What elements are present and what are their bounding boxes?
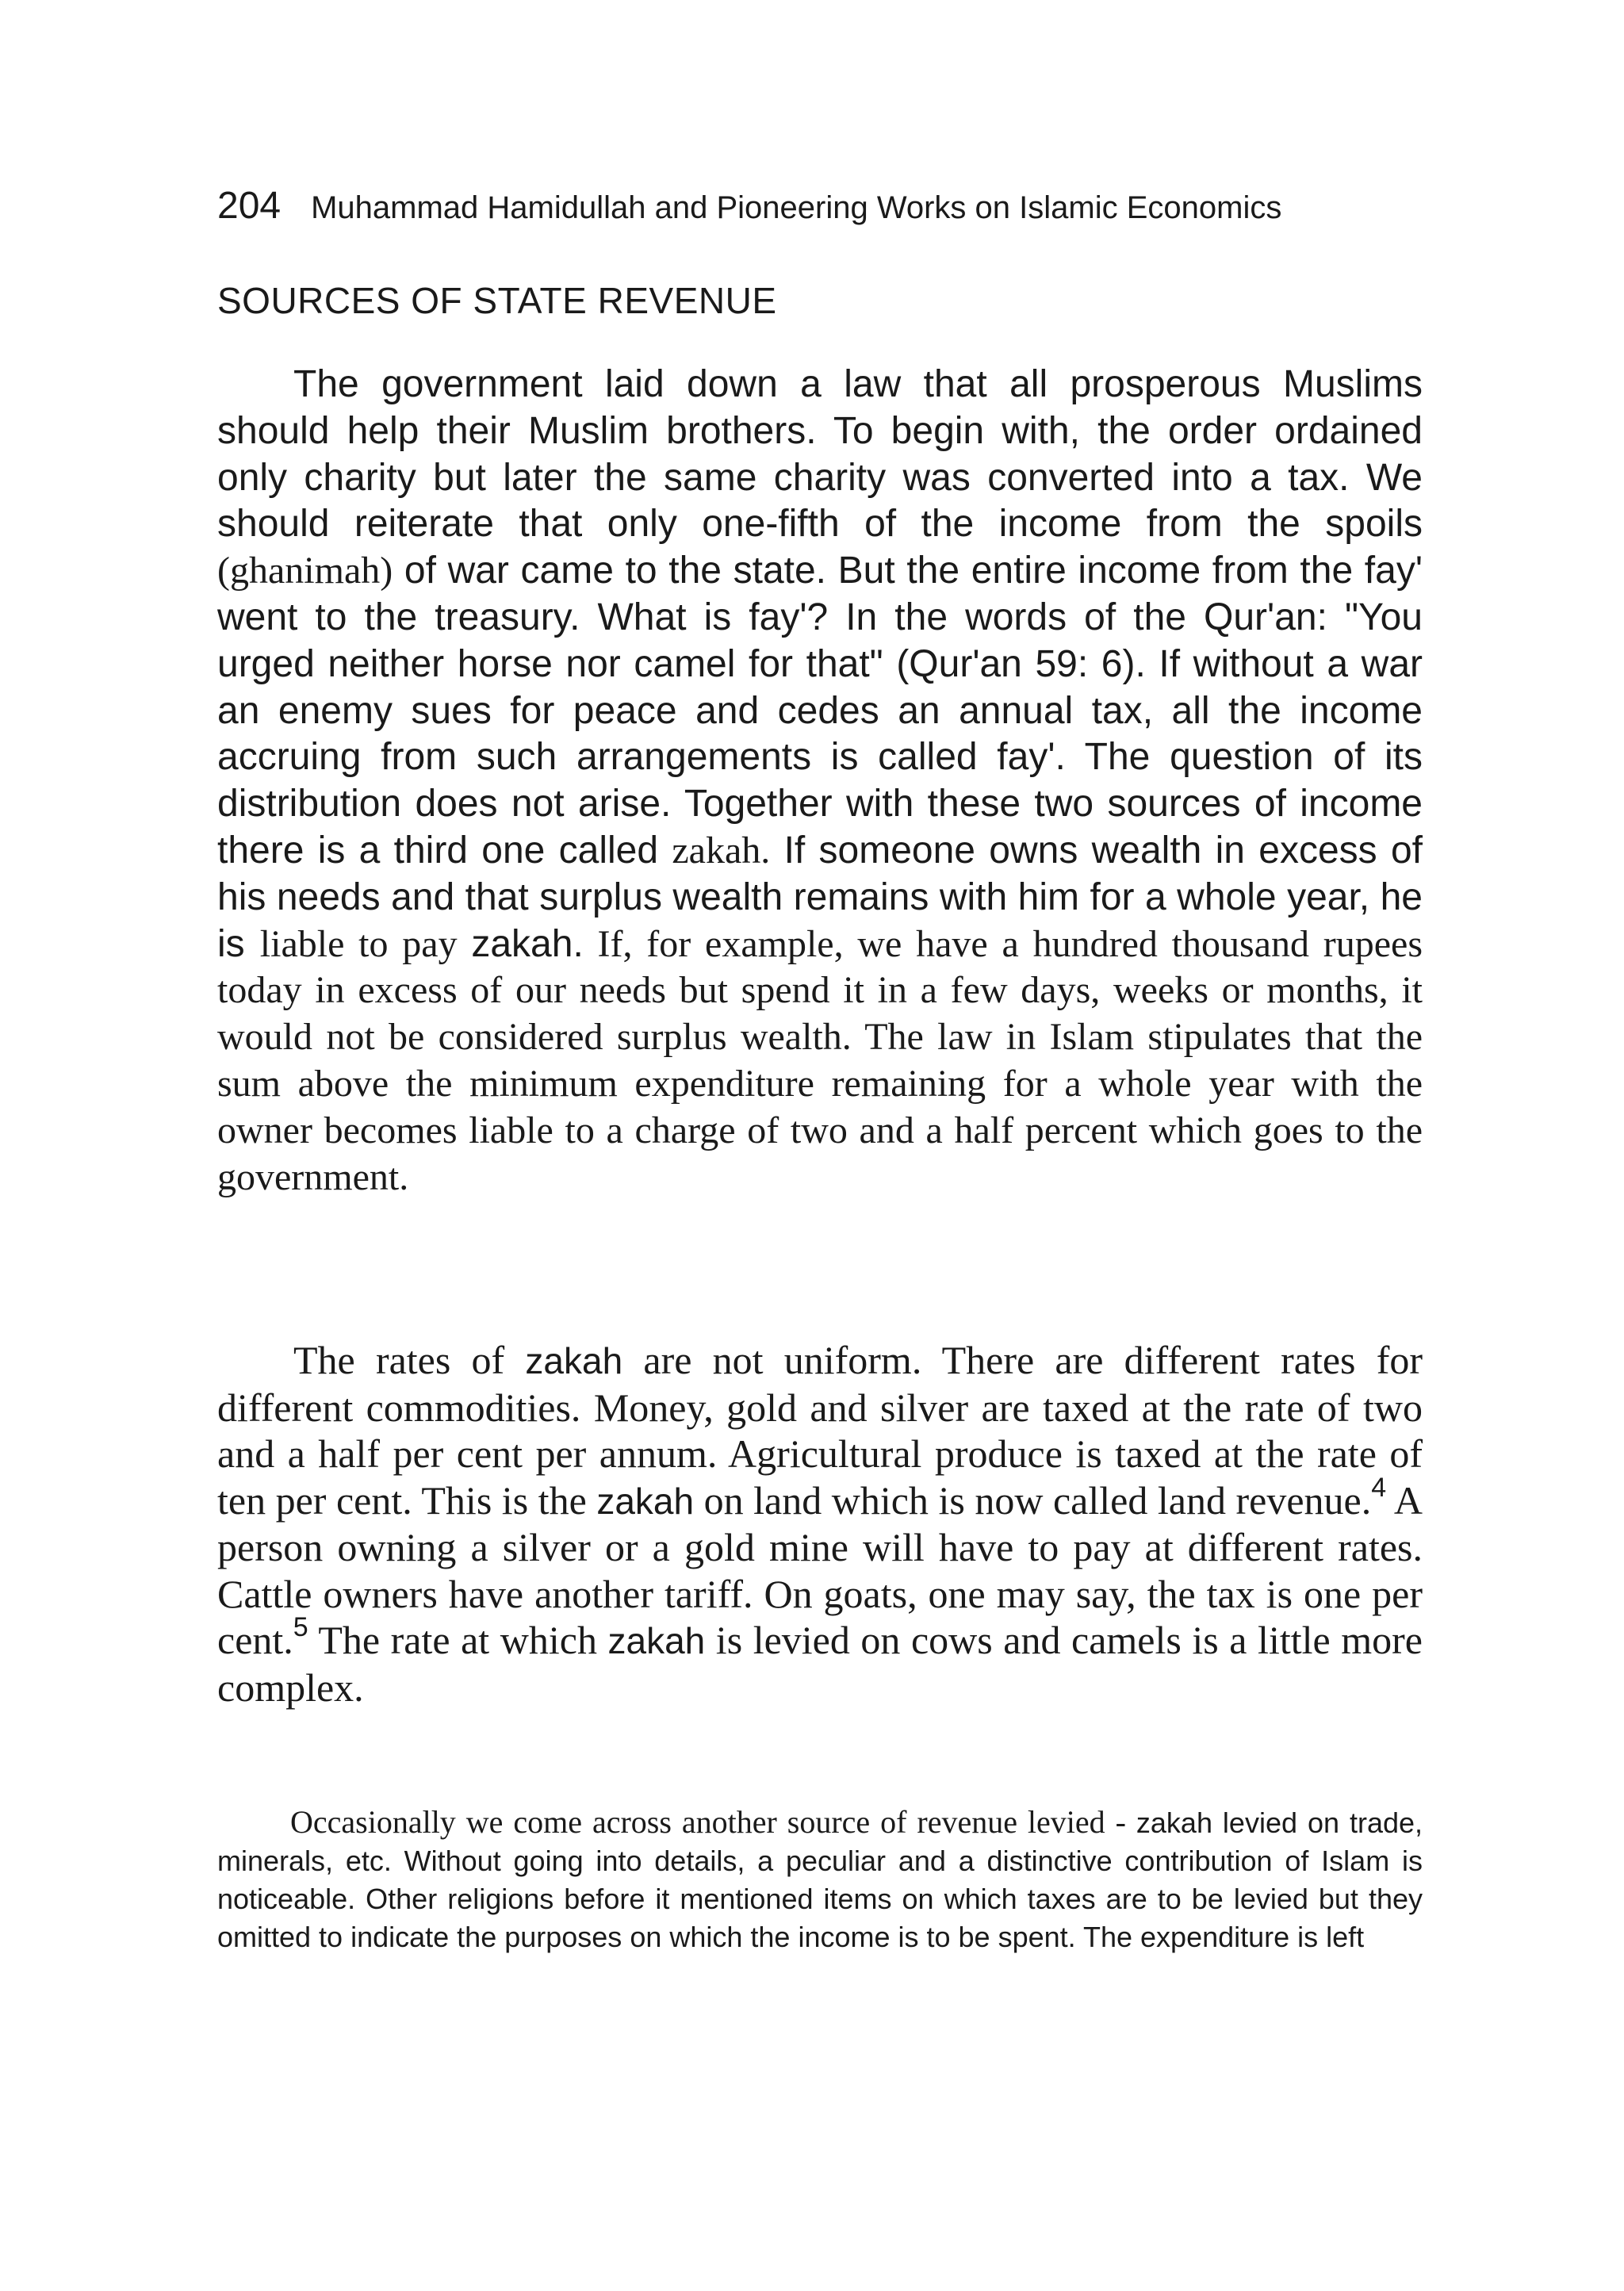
running-header xyxy=(217,184,1423,228)
footnote-ref-4: 4 xyxy=(1371,1472,1387,1503)
p2-text-f: A person owning a silver or a gold mine will have to pay at different rates. Cattle owners have another tariff. On goats, one may say, the tax is one per cent. xyxy=(217,1477,1423,1662)
p3-text-a: Occasionally we come across another source of revenue levied - xyxy=(290,1804,1136,1840)
p2-term-zakah-3: zakah xyxy=(607,1620,706,1661)
p2-text-g: The rate at which xyxy=(308,1618,608,1662)
p1-text-h: If, for example, we have a hundred thousand rupees today in excess of our needs but spend it in a few days, weeks or months, it would not be considered surplus wealth. The law in Islam stipulates that the sum above the minimum expenditure remaining for a whole year with the owner becomes liable to a charge of two and a half percent which goes to the government. xyxy=(217,922,1423,1198)
p2-text-i: is levied on cows and camels is a little more complex. xyxy=(217,1618,1423,1710)
paragraph-3 xyxy=(217,1803,1423,1956)
p2-text-a: The rates of xyxy=(293,1338,526,1382)
paragraph-1 xyxy=(217,362,1423,1201)
p1-term-zakah: zakah. xyxy=(672,829,771,872)
paragraph-2 xyxy=(217,1337,1423,1711)
p1-term-zakah-2: zakah. xyxy=(471,922,584,965)
p3-text-b: zakah levied on trade, minerals, etc. Without going into details, a peculiar and a distinctive contribution of Islam is noticeable. Other religions before it mentioned items on which taxes are to be levied but they omitted to indicate the purposes on which the income is to be spent. The expenditure is left xyxy=(217,1806,1423,1953)
p1-text-a: The government laid down a law that all prosperous Muslims should help their Muslim brothers. To begin with, the order ordained only charity but later the same charity was converted into a tax. We should reiterate that only one-fifth of the income from the spoils xyxy=(217,363,1423,546)
p1-text-c: of war came to the state. But the entire income from the fay' went to the treasury. What is fay'? In the words of the Qur'an: "You urged neither horse nor camel for that" (Qur'an 59: 6). If without a war an enemy sues for peace and cedes an annual tax, all the income accruing from such arrangements is called fay'. The question of its distribution does not arise. Together with these two sources of income there is a third one called xyxy=(217,550,1423,872)
page-number: 204 xyxy=(217,185,282,227)
footnote-ref-5: 5 xyxy=(293,1612,308,1643)
section-heading: SOURCES OF STATE REVENUE xyxy=(217,280,777,321)
p1-term-ghanimah: (ghanimah) xyxy=(217,550,393,592)
running-title: Muhammad Hamidullah and Pioneering Works on Islamic Economics xyxy=(311,190,1282,225)
p2-text-e: on land which is now called land revenue. xyxy=(694,1477,1372,1523)
p2-term-zakah: zakah xyxy=(525,1340,623,1381)
p1-text-f: liable to pay xyxy=(259,922,472,965)
p2-text-c: are not uniform. There are different rates for different commodities. Money, gold and silver are taxed at the rate of two and a half per cent per annum. Agricultural produce is taxed at the rate of ten per cent. This is the xyxy=(217,1338,1423,1523)
p1-text-e: If someone owns wealth in excess of his needs and that surplus wealth remains with him for a whole year, he is xyxy=(217,829,1423,965)
p2-term-zakah-2: zakah xyxy=(596,1480,695,1522)
